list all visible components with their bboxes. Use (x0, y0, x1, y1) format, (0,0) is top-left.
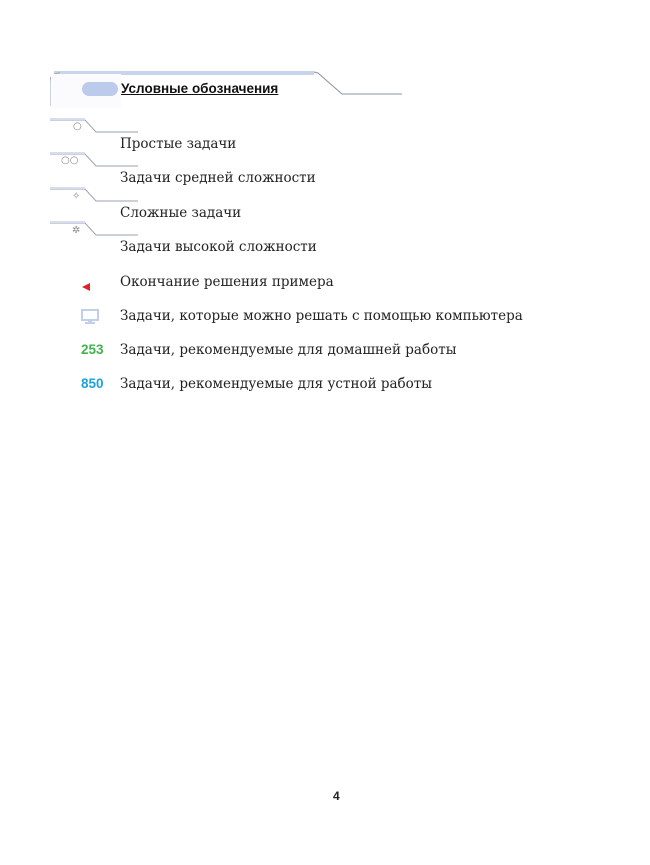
tab-marker-medium (50, 152, 140, 172)
circle-icon: ○ (73, 121, 82, 132)
sun-star-icon: ✲ (72, 225, 81, 236)
legend-label-homework: Задачи, рекомендуемые для домашней работы (120, 342, 457, 358)
computer-monitor-icon (81, 309, 99, 329)
legend-label-computer: Задачи, которые можно решать с помощью компьютера (120, 308, 523, 324)
page-number: 4 (333, 789, 340, 803)
tab-marker-hard (50, 187, 140, 207)
legend-label-end-of-solution: Окончание решения примера (120, 274, 334, 290)
legend-label-very-hard: Задачи высокой сложности (120, 239, 317, 255)
tab-marker-very-hard (50, 221, 140, 241)
double-circle-icon: ○○ (61, 155, 79, 166)
legend-label-medium: Задачи средней сложности (120, 170, 316, 186)
legend-label-simple: Простые задачи (120, 136, 237, 152)
legend-header (50, 68, 405, 108)
tab-marker-simple (50, 118, 140, 138)
legend-label-oral: Задачи, рекомендуемые для устной работы (120, 376, 433, 392)
header-title: Условные обозначения (121, 81, 279, 96)
header-pill-marker (82, 82, 118, 96)
diamond-star-icon: ✧ (72, 191, 81, 202)
homework-number-marker: 253 (81, 342, 104, 357)
legend-label-hard: Сложные задачи (120, 205, 242, 221)
oral-number-marker: 850 (81, 376, 104, 391)
red-triangle-icon (81, 277, 91, 296)
